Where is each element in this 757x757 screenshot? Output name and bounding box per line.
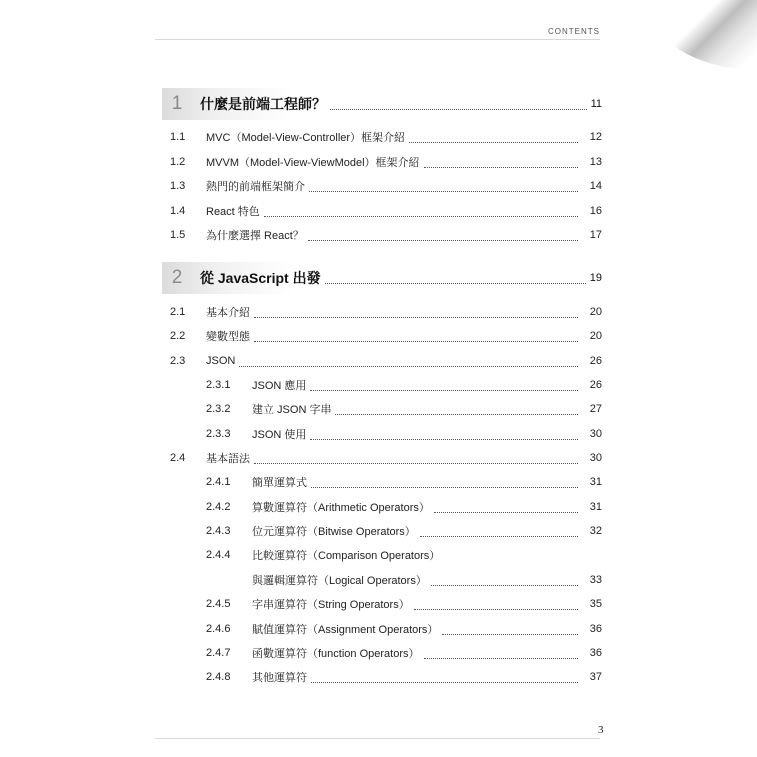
subsection-number: 2.4.2: [206, 501, 231, 513]
subsection-title: 函數運算符（function Operators）: [252, 648, 420, 660]
page-ref: 16: [589, 205, 602, 217]
page-ref: 20: [589, 330, 602, 342]
page-ref: 36: [589, 623, 602, 635]
chapter-1[interactable]: [162, 88, 602, 120]
dot-leader: [254, 317, 578, 318]
header-rule: [155, 39, 600, 40]
footer-rule: [155, 738, 600, 739]
dot-leader: [424, 167, 578, 168]
page-ref: 26: [589, 355, 602, 367]
dot-leader: [424, 658, 579, 659]
page-ref: 30: [589, 428, 602, 440]
page-ref: 12: [589, 131, 602, 143]
page-ref: 33: [589, 574, 602, 586]
subsection-row[interactable]: [0, 400, 602, 418]
subsection-number: 2.3.2: [206, 403, 231, 415]
subsection-title: 建立 JSON 字串: [252, 404, 332, 416]
subsection-title: JSON 使用: [252, 429, 307, 441]
page-ref: 32: [589, 525, 602, 537]
page-ref: 27: [589, 403, 602, 415]
subsection-number: 2.3.3: [206, 428, 231, 440]
dot-leader: [309, 191, 578, 192]
subsection-title: 與邏輯運算符（Logical Operators）: [252, 575, 427, 587]
subsection-title: 字串運算符（String Operators）: [252, 599, 410, 611]
header-label: CONTENTS: [548, 27, 600, 36]
subsection-row[interactable]: [0, 522, 602, 540]
page-ref: 31: [589, 476, 602, 488]
subsection-title: 算數運算符（Arithmetic Operators）: [252, 502, 430, 514]
section-row[interactable]: [0, 303, 602, 321]
section-title: React 特色: [206, 206, 260, 218]
chapter-title: 從 JavaScript 出發: [200, 270, 321, 286]
section-title: 熱門的前端框架簡介: [206, 181, 305, 193]
dot-leader: [239, 366, 578, 367]
dot-leader: [420, 536, 578, 537]
page-ref: 36: [589, 647, 602, 659]
subsection-number: 2.4.7: [206, 647, 231, 659]
dot-leader: [330, 109, 587, 110]
section-number: 2.3: [170, 355, 186, 367]
section-row[interactable]: [0, 202, 602, 220]
section-row[interactable]: [0, 128, 602, 146]
chapter-2[interactable]: [162, 262, 602, 294]
chapter-page: 19: [589, 272, 602, 284]
dot-leader: [264, 216, 578, 217]
dot-leader: [311, 682, 578, 683]
chapter-title: 什麼是前端工程師？: [200, 96, 326, 112]
subsection-row[interactable]: [0, 668, 602, 686]
dot-leader: [308, 240, 578, 241]
section-row[interactable]: [0, 153, 602, 171]
subsection-row[interactable]: [0, 376, 602, 394]
subsection-title: 比較運算符（Comparison Operators）: [252, 550, 441, 562]
subsection-row[interactable]: [0, 546, 602, 564]
chapter-number: 2: [171, 267, 183, 288]
page-ref: 30: [589, 452, 602, 464]
dot-leader: [414, 609, 578, 610]
section-number: 1.2: [170, 156, 186, 168]
section-title: MVC（Model-View-Controller）框架介紹: [206, 132, 406, 144]
dot-leader: [434, 512, 578, 513]
section-title: 變數型態: [206, 331, 250, 343]
subsection-row[interactable]: [0, 644, 602, 662]
dot-leader: [409, 142, 578, 143]
subsection-number: 2.3.1: [206, 379, 231, 391]
dot-leader: [431, 585, 578, 586]
subsection-row[interactable]: [0, 620, 602, 638]
subsection-title: JSON 應用: [252, 380, 307, 392]
section-title: 基本介紹: [206, 307, 250, 319]
section-row[interactable]: [0, 327, 602, 345]
page-ref: 31: [589, 501, 602, 513]
section-number: 1.3: [170, 180, 186, 192]
section-row[interactable]: [0, 352, 602, 370]
section-number: 1.1: [170, 131, 186, 143]
page-number: 3: [598, 724, 604, 736]
page-ref: 26: [589, 379, 602, 391]
section-title: MVVM（Model-View-ViewModel）框架介紹: [206, 157, 420, 169]
section-title: 基本語法: [206, 453, 250, 465]
section-title: 為什麼選擇 React？: [206, 230, 304, 242]
subsection-row[interactable]: [0, 571, 602, 589]
subsection-title: 簡單運算式: [252, 477, 307, 489]
dot-leader: [442, 634, 578, 635]
section-title: JSON: [206, 355, 236, 367]
dot-leader: [254, 463, 578, 464]
subsection-row[interactable]: [0, 425, 602, 443]
page-ref: 14: [589, 180, 602, 192]
section-row[interactable]: [0, 177, 602, 195]
dot-leader: [310, 439, 578, 440]
page-ref: 17: [589, 229, 602, 241]
dot-leader: [310, 390, 578, 391]
subsection-number: 2.4.5: [206, 598, 231, 610]
section-row[interactable]: [0, 226, 602, 244]
subsection-number: 2.4.6: [206, 623, 231, 635]
section-number: 1.5: [170, 229, 186, 241]
subsection-number: 2.4.3: [206, 525, 231, 537]
subsection-number: 2.4.8: [206, 671, 231, 683]
subsection-title: 其他運算符: [252, 672, 307, 684]
subsection-row[interactable]: [0, 595, 602, 613]
section-number: 1.4: [170, 205, 186, 217]
section-number: 2.4: [170, 452, 186, 464]
dot-leader: [254, 341, 578, 342]
chapter-number: 1: [171, 93, 183, 114]
subsection-row[interactable]: [0, 498, 602, 516]
subsection-title: 賦值運算符（Assignment Operators）: [252, 624, 439, 636]
dot-leader: [335, 414, 578, 415]
subsection-number: 2.4.4: [206, 549, 231, 561]
page-ref: 13: [589, 156, 602, 168]
section-number: 2.1: [170, 306, 186, 318]
section-number: 2.2: [170, 330, 186, 342]
subsection-title: 位元運算符（Bitwise Operators）: [252, 526, 416, 538]
section-row[interactable]: [0, 449, 602, 467]
page-ref: 35: [589, 598, 602, 610]
subsection-row[interactable]: [0, 473, 602, 491]
dot-leader: [311, 487, 578, 488]
dot-leader: [325, 283, 586, 284]
chapter-page: 11: [590, 98, 602, 110]
page-ref: 20: [589, 306, 602, 318]
page-ref: 37: [589, 671, 602, 683]
subsection-number: 2.4.1: [206, 476, 231, 488]
